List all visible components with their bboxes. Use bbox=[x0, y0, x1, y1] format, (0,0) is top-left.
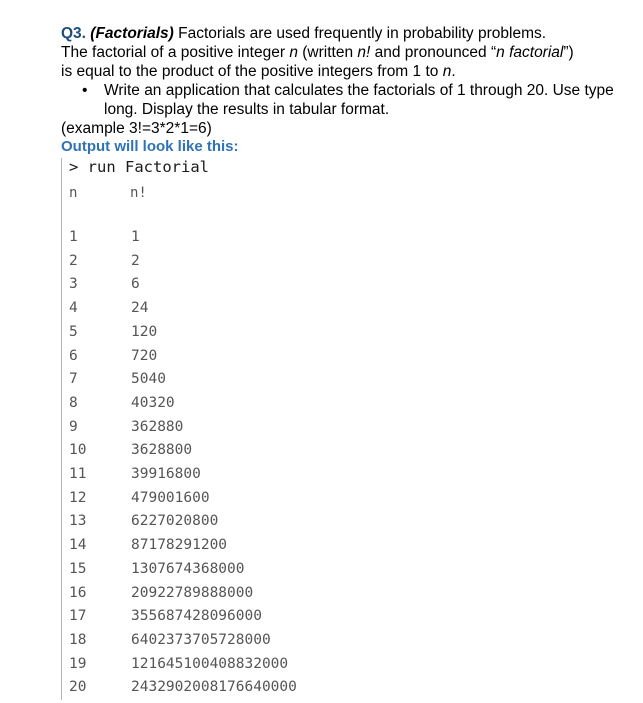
console-command: > run Factorial bbox=[69, 158, 209, 176]
question-line-1 bbox=[61, 24, 631, 43]
bullet-text: Write an application that calculates the factorials of 1 through 20. Use type long. Display the results in tabular format. bbox=[104, 82, 614, 118]
row-n-value: 16 bbox=[69, 584, 87, 601]
line2-text-e: and pronounced “ bbox=[370, 44, 497, 61]
row-factorial-value: 6402373705728000 bbox=[131, 631, 271, 648]
row-factorial-value: 1307674368000 bbox=[131, 560, 245, 577]
bullet-icon: • bbox=[82, 82, 88, 99]
row-n-value: 7 bbox=[69, 371, 78, 388]
row-n-value: 20 bbox=[69, 679, 87, 696]
line2-text-a: The factorial of a positive integer bbox=[61, 44, 290, 61]
row-factorial-value: 20922789888000 bbox=[131, 584, 254, 601]
example-text: (example 3!=3*2*1=6) bbox=[61, 120, 212, 137]
row-factorial-value: 355687428096000 bbox=[131, 608, 262, 625]
row-n-value: 6 bbox=[69, 347, 78, 364]
line3-italic-n: n bbox=[442, 63, 452, 80]
row-factorial-value: 5040 bbox=[131, 371, 166, 388]
question-number: Q3. bbox=[61, 25, 86, 42]
question-block bbox=[61, 24, 631, 138]
row-n-value: 14 bbox=[69, 537, 87, 554]
console-output bbox=[61, 158, 322, 700]
row-n-value: 9 bbox=[69, 418, 78, 435]
line2-italic-n: n bbox=[289, 44, 298, 61]
line2-italic-nfact: n! bbox=[357, 44, 371, 61]
row-factorial-value: 87178291200 bbox=[131, 537, 228, 554]
line3-period: . bbox=[451, 63, 456, 80]
row-n-value: 3 bbox=[69, 276, 78, 293]
row-factorial-value: 6 bbox=[131, 276, 140, 293]
row-n-value: 10 bbox=[69, 442, 87, 459]
row-factorial-value: 720 bbox=[131, 347, 158, 364]
row-n-value: 19 bbox=[69, 655, 87, 672]
question-line-3 bbox=[61, 62, 631, 81]
row-factorial-value: 6227020800 bbox=[131, 513, 219, 530]
column-header-n: n bbox=[69, 185, 78, 201]
line2-text-c: (written bbox=[297, 44, 358, 61]
question-intro: Factorials are used frequently in probability problems. bbox=[173, 25, 547, 42]
row-factorial-value: 39916800 bbox=[131, 466, 201, 482]
row-n-value: 4 bbox=[69, 300, 78, 317]
row-n-value: 1 bbox=[69, 229, 78, 245]
row-factorial-value: 120 bbox=[131, 323, 158, 340]
line2-italic-pronounce: n factorial bbox=[496, 44, 564, 61]
row-factorial-value: 121645100408832000 bbox=[131, 655, 289, 672]
line2-text-g: ”) bbox=[563, 44, 574, 61]
row-factorial-value: 40320 bbox=[131, 394, 175, 411]
row-n-value: 2 bbox=[69, 252, 78, 269]
row-factorial-value: 2432902008176640000 bbox=[131, 679, 297, 696]
row-factorial-value: 1 bbox=[131, 229, 140, 245]
output-label: Output will look like this: bbox=[61, 138, 239, 155]
row-factorial-value: 2 bbox=[131, 252, 140, 269]
bullet-item bbox=[61, 81, 631, 119]
row-factorial-value: 24 bbox=[131, 300, 149, 317]
line3-text-a: is equal to the product of the positive integers from 1 to bbox=[61, 63, 443, 80]
question-title: (Factorials) bbox=[90, 25, 174, 42]
row-n-value: 12 bbox=[69, 489, 87, 506]
row-n-value: 15 bbox=[69, 560, 87, 577]
row-n-value: 11 bbox=[69, 466, 87, 482]
row-n-value: 8 bbox=[69, 394, 78, 411]
row-factorial-value: 479001600 bbox=[131, 489, 210, 506]
question-line-2 bbox=[61, 43, 631, 62]
row-n-value: 17 bbox=[69, 608, 87, 625]
row-n-value: 5 bbox=[69, 323, 78, 340]
column-header-factorial: n! bbox=[130, 185, 147, 201]
row-factorial-value: 3628800 bbox=[131, 442, 193, 459]
row-factorial-value: 362880 bbox=[131, 418, 184, 435]
row-n-value: 18 bbox=[69, 631, 87, 648]
row-n-value: 13 bbox=[69, 513, 87, 530]
